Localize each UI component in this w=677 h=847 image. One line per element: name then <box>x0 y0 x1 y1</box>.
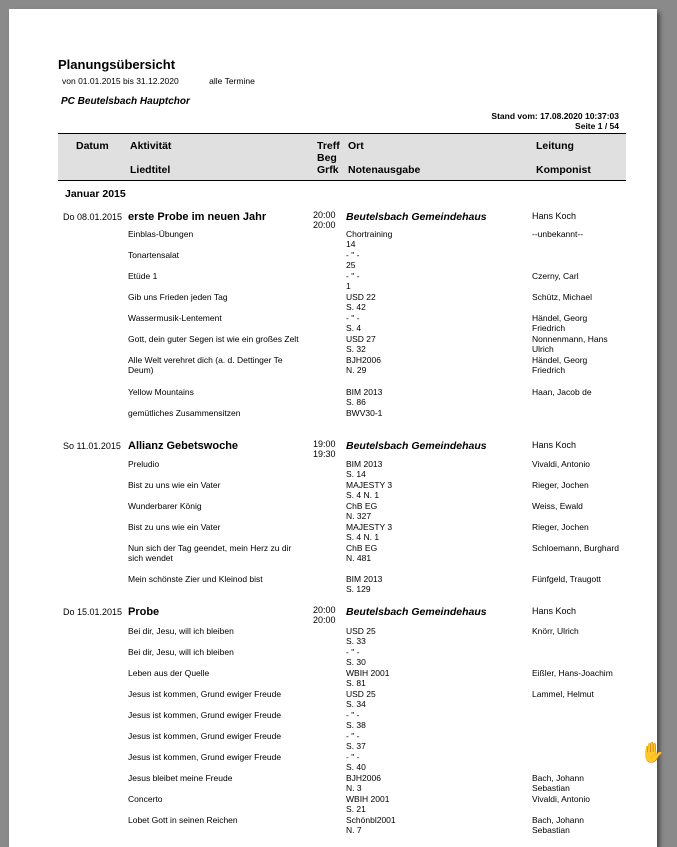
song-title: Jesus ist kommen, Grund ewiger Freude <box>128 752 282 762</box>
report-title: Planungsübersicht <box>58 57 176 72</box>
note-edition: BIM 2013 <box>346 574 383 584</box>
composer: --unbekannt-- <box>532 229 584 239</box>
note-edition: Chortraining <box>346 229 393 239</box>
song-title: Einblas-Übungen <box>128 229 194 239</box>
note-edition: - " - <box>346 271 360 281</box>
col-leitung: Leitung <box>536 140 574 152</box>
note-edition: S. 34 <box>346 699 366 709</box>
composer: Sebastian <box>532 825 570 835</box>
song-title: Wassermusik-Lentement <box>128 313 222 323</box>
song-title: Jesus ist kommen, Grund ewiger Freude <box>128 731 282 741</box>
event-time-end: 20:00 <box>313 615 336 625</box>
note-edition: S. 4 N. 1 <box>346 490 380 500</box>
event-time-start: 19:00 <box>313 439 336 449</box>
note-edition: S. 37 <box>346 741 366 751</box>
col-aktivitaet: Aktivität <box>130 140 172 152</box>
note-edition: - " - <box>346 710 360 720</box>
page-number: Seite 1 / 54 <box>575 121 619 131</box>
choir-name: PC Beutelsbach Hauptchor <box>61 96 190 107</box>
event-name: Allianz Gebetswoche <box>128 440 239 452</box>
note-edition: WBIH 2001 <box>346 794 390 804</box>
month-heading: Januar 2015 <box>65 188 126 200</box>
note-edition: S. 129 <box>346 584 371 594</box>
song-title: Bist zu uns wie ein Vater <box>128 480 221 490</box>
note-edition: S. 32 <box>346 344 366 354</box>
note-edition: N. 29 <box>346 365 367 375</box>
note-edition: ChB EG <box>346 543 378 553</box>
composer: Friedrich <box>532 323 566 333</box>
col-treff: Treff <box>317 140 340 152</box>
song-title: Deum) <box>128 365 154 375</box>
date-range-text: von 01.01.2015 bis 31.12.2020 <box>62 76 179 86</box>
hand-cursor-icon: ✋ <box>640 742 665 764</box>
note-edition: 14 <box>346 239 356 249</box>
composer: Schütz, Michael <box>532 292 592 302</box>
stand-timestamp: Stand vom: 17.08.2020 10:37:03 <box>491 111 619 121</box>
composer: Fünfgeld, Traugott <box>532 574 601 584</box>
note-edition: 25 <box>346 260 356 270</box>
composer: Czerny, Carl <box>532 271 579 281</box>
note-edition: USD 25 <box>346 626 376 636</box>
note-edition: S. 30 <box>346 657 366 667</box>
song-title: gemütliches Zusammensitzen <box>128 408 241 418</box>
note-edition: S. 40 <box>346 762 366 772</box>
song-title: Nun sich der Tag geendet, mein Herz zu dir <box>128 543 292 553</box>
note-edition: S. 81 <box>346 678 366 688</box>
composer: Ulrich <box>532 344 554 354</box>
composer: Vivaldi, Antonio <box>532 794 590 804</box>
song-title: Jesus ist kommen, Grund ewiger Freude <box>128 710 282 720</box>
composer: Bach, Johann <box>532 815 584 825</box>
event-date: Do 15.01.2015 <box>63 607 123 617</box>
note-edition: BIM 2013 <box>346 387 383 397</box>
note-edition: USD 27 <box>346 334 376 344</box>
composer: Friedrich <box>532 365 566 375</box>
event-time-start: 20:00 <box>313 605 336 615</box>
event-time-end: 19:30 <box>313 449 336 459</box>
note-edition: S. 86 <box>346 397 366 407</box>
composer: Rieger, Jochen <box>532 522 589 532</box>
song-title: Bist zu uns wie ein Vater <box>128 522 221 532</box>
event-leader: Hans Koch <box>532 440 577 450</box>
composer: Sebastian <box>532 783 570 793</box>
note-edition: MAJESTY 3 <box>346 480 393 490</box>
composer: Vivaldi, Antonio <box>532 459 590 469</box>
composer: Händel, Georg <box>532 355 588 365</box>
song-title: Mein schönste Zier und Kleinod bist <box>128 574 263 584</box>
note-edition: - " - <box>346 731 360 741</box>
song-title: Wunderbarer König <box>128 501 202 511</box>
note-edition: 1 <box>346 281 351 291</box>
column-header-bar <box>58 133 626 181</box>
event-time-start: 20:00 <box>313 210 336 220</box>
date-range <box>62 76 255 86</box>
composer: Eißler, Hans-Joachim <box>532 668 613 678</box>
note-edition: N. 7 <box>346 825 362 835</box>
col-liedtitel: Liedtitel <box>130 164 171 176</box>
song-title: Jesus bleibet meine Freude <box>128 773 233 783</box>
event-name: erste Probe im neuen Jahr <box>128 211 267 223</box>
col-ort: Ort <box>348 140 364 152</box>
song-title: Yellow Mountains <box>128 387 194 397</box>
event-leader: Hans Koch <box>532 211 577 221</box>
report-page <box>9 9 657 847</box>
note-edition: S. 4 N. 1 <box>346 532 380 542</box>
composer: Bach, Johann <box>532 773 584 783</box>
composer: Rieger, Jochen <box>532 480 589 490</box>
song-title: Bei dir, Jesu, will ich bleiben <box>128 647 234 657</box>
note-edition: N. 3 <box>346 783 362 793</box>
event-location: Beutelsbach Gemeindehaus <box>346 606 487 618</box>
note-edition: S. 38 <box>346 720 366 730</box>
song-title: Alle Welt verehret dich (a. d. Dettinger Te <box>128 355 283 365</box>
song-title: Bei dir, Jesu, will ich bleiben <box>128 626 234 636</box>
song-title: Concerto <box>128 794 163 804</box>
event-location: Beutelsbach Gemeindehaus <box>346 211 487 223</box>
composer: Knörr, Ulrich <box>532 626 579 636</box>
note-edition: - " - <box>346 250 360 260</box>
note-edition: BJH2006 <box>346 773 381 783</box>
filter-text: alle Termine <box>209 76 255 86</box>
note-edition: MAJESTY 3 <box>346 522 393 532</box>
note-edition: BIM 2013 <box>346 459 383 469</box>
event-location: Beutelsbach Gemeindehaus <box>346 440 487 452</box>
event-time-end: 20:00 <box>313 220 336 230</box>
note-edition: BJH2006 <box>346 355 381 365</box>
composer: Lammel, Helmut <box>532 689 594 699</box>
composer: Weiss, Ewald <box>532 501 583 511</box>
event-date: So 11.01.2015 <box>63 441 121 451</box>
song-title: Lobet Gott in seinen Reichen <box>128 815 238 825</box>
song-title: Tonartensalat <box>128 250 180 260</box>
song-title: Jesus ist kommen, Grund ewiger Freude <box>128 689 282 699</box>
composer: Händel, Georg <box>532 313 588 323</box>
note-edition: S. 33 <box>346 636 366 646</box>
note-edition: S. 4 <box>346 323 362 333</box>
composer: Nonnenmann, Hans <box>532 334 608 344</box>
note-edition: S. 21 <box>346 804 366 814</box>
song-title: Leben aus der Quelle <box>128 668 210 678</box>
note-edition: N. 327 <box>346 511 372 521</box>
event-leader: Hans Koch <box>532 606 577 616</box>
event-date: Do 08.01.2015 <box>63 212 123 222</box>
col-notenausgabe: Notenausgabe <box>348 164 421 176</box>
note-edition: - " - <box>346 752 360 762</box>
note-edition: S. 42 <box>346 302 366 312</box>
note-edition: USD 22 <box>346 292 376 302</box>
col-grfk: Grfk <box>317 164 339 176</box>
composer: Schloemann, Burghard <box>532 543 619 553</box>
note-edition: - " - <box>346 647 360 657</box>
note-edition: - " - <box>346 313 360 323</box>
note-edition: Schönbl2001 <box>346 815 396 825</box>
note-edition: S. 14 <box>346 469 366 479</box>
song-title: Preludio <box>128 459 160 469</box>
song-title: Gott, dein guter Segen ist wie ein großes Zelt <box>128 334 299 344</box>
note-edition: BWV30-1 <box>346 408 383 418</box>
note-edition: USD 25 <box>346 689 376 699</box>
note-edition: WBIH 2001 <box>346 668 390 678</box>
composer: Haan, Jacob de <box>532 387 592 397</box>
song-title: Gib uns Frieden jeden Tag <box>128 292 228 302</box>
col-datum: Datum <box>76 140 109 152</box>
song-title: sich wendet <box>128 553 173 563</box>
col-beg: Beg <box>317 152 337 164</box>
note-edition: ChB EG <box>346 501 378 511</box>
event-name: Probe <box>128 606 160 618</box>
song-title: Etüde 1 <box>128 271 158 281</box>
note-edition: N. 481 <box>346 553 372 563</box>
col-komponist: Komponist <box>536 164 591 176</box>
